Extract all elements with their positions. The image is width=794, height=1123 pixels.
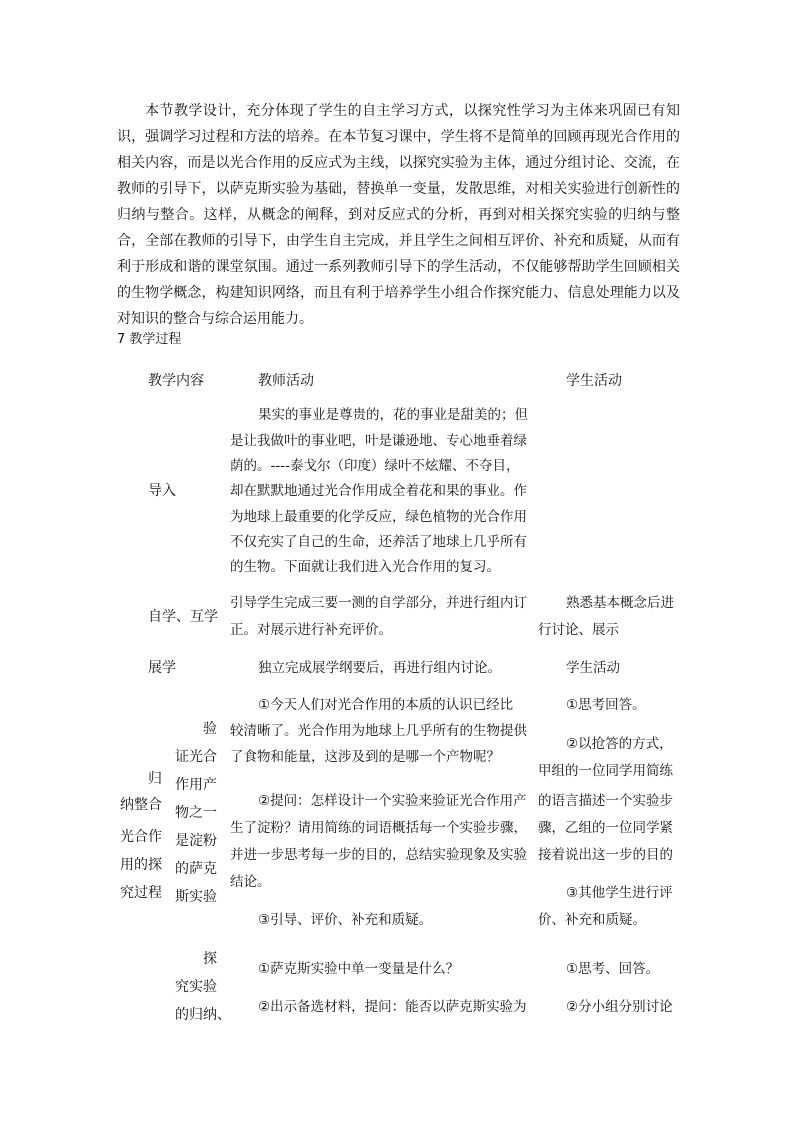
header-teaching-content: 教学内容 [148,373,204,389]
induction-student-line: ①思考回答。 [566,697,646,713]
intro-teacher-line: 却在默默地通过光合作用成全着花和果的事业。作 [230,483,527,499]
induction-label-char: 究过程 [120,885,162,901]
show-teacher-text: 独立完成展学纲要后，再进行组内讨论。 [258,660,501,676]
induction-teacher-line: ③引导、评价、补充和质疑。 [258,912,433,928]
induction-student-line: 价、补充和质疑。 [538,912,646,928]
intro-teacher-line: 果实的事业是尊贵的，花的事业是甜美的；但 [258,407,528,423]
intro-teacher-line: 的生物。下面就让我们进入光合作用的复习。 [230,559,500,575]
intro-teacher-line: 荫的。----泰戈尔（印度）绿叶不炫耀、不夺目， [230,458,520,474]
section-heading: 7 教学过程 [117,332,182,347]
induction-teacher-line: 生了淀粉？请用简练的词语概括每一个实验步骤， [230,820,527,836]
sub2-char: 究实验 [175,979,217,995]
self-study-student-line: 行讨论、展示 [538,622,619,638]
induction-teacher-line: 较清晰了。光合作用为地球上几乎所有的生物提供 [230,723,527,739]
show-student-text: 学生活动 [566,660,620,676]
intro-teacher-line: 是让我做叶的事业吧，叶是谦逊地、专心地垂着绿 [230,433,527,449]
sub1-char: 证光合 [175,749,217,765]
header-student-activity: 学生活动 [566,373,622,389]
sub1-char: 的萨克 [175,861,217,877]
self-study-teacher-line: 正。对展示进行补充评价。 [230,622,392,638]
row-intro-label: 导入 [148,483,176,499]
induction-teacher-line2: ①萨克斯实验中单一变量是什么？ [258,961,460,977]
induction-teacher-line2: ②出示备选材料，提问：能否以萨克斯实验为 [258,999,527,1015]
induction-student-line: ②以抢答的方式， [566,736,673,752]
induction-label-char: 纳整合 [120,797,162,813]
induction-teacher-line: ①今天人们对光合作用的本质的认识已经比 [258,697,514,713]
induction-student-line: 的语言描述一个实验步 [538,793,673,809]
intro-paragraph: 本节教学设计，充分体现了学生的自主学习方式，以探究性学习为主体来巩固已有知识，强调学习过程和方法的培养。在本节复习课中，学生将不是简单的回顾再现光合作用的相关内容，而是以光合作用的反应式为主线，以探究实验为主体，通过分组讨论、交流，在教师的引导下，以萨克斯实验为基础，替换单一变量，发散思维，对相关实验进行创新性的归纳与整合。这样，从概念的阐释，到对反应式的分析，再到对相关探究实验的归纳与整合，全部在教师的引导下，由学生自主完成，并且学生之间相互评价、补充和质疑，从而有利于形成和谐的课堂氛围。通过一系列教师引导下的学生活动，不仅能够帮助学生回顾相关的生物学概念，构建知识网络，而且有利于培养学生小组合作探究能力、信息处理能力以及对知识的整合与综合运用能力。 [117,103,680,327]
row-self-study-label: 自学、互学 [148,609,218,625]
induction-label-char: 归 [148,771,162,787]
self-study-student-line: 熟悉基本概念后进 [566,595,674,611]
intro-teacher-line: 为地球上最重要的化学反应，绿色植物的光合作用 [230,509,527,525]
self-study-teacher-line: 引导学生完成三要一测的自学部分，并进行组内订 [230,595,527,611]
induction-student-line: 接着说出这一步的目的 [538,847,673,863]
sub2-char: 探 [203,951,217,967]
sub2-char: 的归纳、 [175,1007,231,1023]
induction-student-line: ③其他学生进行评 [566,885,673,901]
sub1-char: 是淀粉 [175,833,217,849]
sub1-char: 验 [203,721,217,737]
induction-teacher-line: 了食物和能量，这涉及到的是哪一个产物呢？ [230,749,500,765]
sub1-char: 物之一 [175,805,217,821]
induction-teacher-line: 并进一步思考每一步的目的，总结实验现象及实验 [230,847,527,863]
induction-student-line: 甲组的一位同学用简练 [538,763,673,779]
induction-teacher-line: ②提问：怎样设计一个实验来验证光合作用产 [258,793,527,809]
induction-teacher-line: 结论。 [230,874,271,890]
induction-label-char: 光合作 [120,829,162,845]
induction-label-char: 用的探 [120,857,162,873]
induction-student-line2: ②分小组分别讨论 [566,999,673,1015]
sub1-char: 作用产 [175,777,217,793]
intro-teacher-line: 不仅充实了自己的生命，还养活了地球上几乎所有 [230,534,527,550]
induction-student-line: 骤，乙组的一位同学紧 [538,820,673,836]
sub1-char: 斯实验 [175,889,217,905]
row-show-label: 展学 [148,660,176,676]
induction-student-line2: ①思考、回答。 [566,961,660,977]
header-teacher-activity: 教师活动 [258,373,314,389]
